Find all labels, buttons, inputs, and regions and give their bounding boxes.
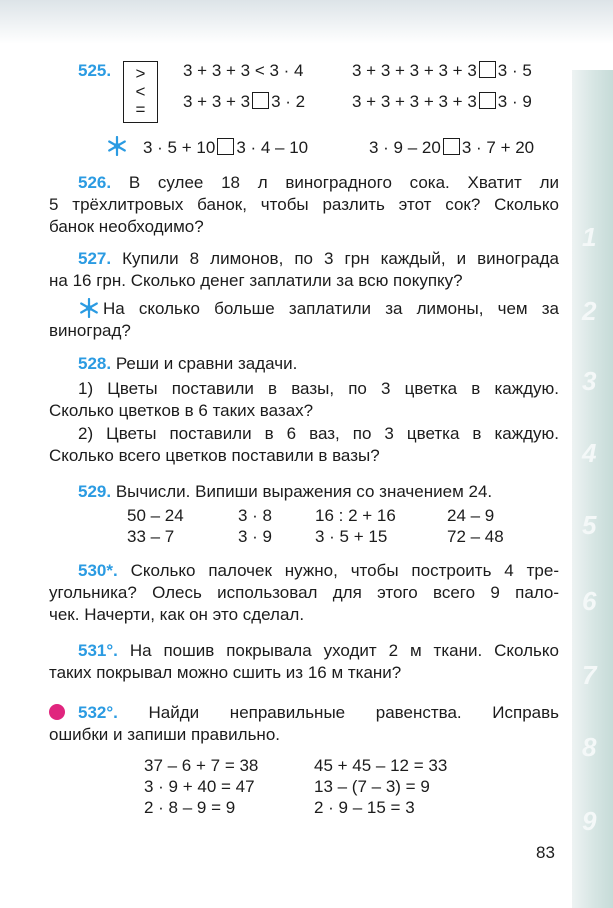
task-526-label: 526. [78,173,112,192]
task-529-col4 [447,505,504,547]
task-text: Реши и сравни задачи. [115,354,298,373]
task-529-head [78,481,492,503]
task-527-line1 [78,248,559,270]
task-text: В сулее 18 л виноградного сока. Хватит ли [128,173,559,192]
task-529-col2 [238,505,272,547]
expression: 33 – 7 [127,527,175,546]
expr-left: 3 + 3 + 3 + 3 + 3 [352,61,477,80]
task-530-line1 [78,560,559,582]
expr-right: 3 · 5 [497,61,532,80]
expr-525-2b [352,91,532,113]
task-528-a1: 1) Цветы поставили в вазы, по 3 цветка в каждую. [78,379,559,398]
task-528-head [78,353,297,375]
side-number: 5 [582,510,597,540]
expr-right: 3 · 7 + 20 [461,138,535,157]
answer-box[interactable] [443,138,460,155]
side-number: 1 [582,222,597,252]
expr-right: 3 · 9 [497,92,532,111]
task-530-line3: чек. Начерти, как он это сделал. [49,605,305,624]
task-528-label: 528. [78,354,112,373]
task-530-label: 530*. [78,561,118,580]
expr-left: 3 · 9 – 20 [369,138,441,157]
expr-left: 3 · 5 + 10 [143,138,216,157]
task-531-line2: таких покрывал можно сшить из 16 м ткани? [49,663,402,682]
sign-less: < [135,82,146,101]
comparison-signs-box [123,61,158,123]
task-528-b2: Сколько всего цветков поставили в вазы? [49,446,380,465]
equation: 2 · 8 – 9 = 9 [144,798,236,817]
side-number: 2 [582,296,597,326]
sign-equal: = [135,100,146,119]
expression: 24 – 9 [447,506,495,525]
task-529-col3 [315,505,396,547]
equation: 37 – 6 + 7 = 38 [144,756,259,775]
task-527-label: 527. [78,249,112,268]
task-529-label: 529. [78,482,112,501]
expr-525-3b [369,137,534,159]
equation: 45 + 45 – 12 = 33 [314,756,448,775]
snowflake-icon [79,298,99,318]
side-number: 8 [582,732,597,762]
task-526-line1 [78,172,559,194]
task-527-star-line1: На сколько больше заплатили за лимоны, чем за [103,299,559,318]
task-532-col2 [314,755,447,818]
task-532-line1 [78,702,559,724]
side-number: 4 [582,438,597,468]
answer-box[interactable] [479,61,496,78]
task-528-a2: Сколько цветков в 6 таких вазах? [49,401,314,420]
task-532-label: 532°. [78,703,118,722]
task-529-col1 [127,505,184,547]
expr-left: 3 + 3 + 3 [183,92,251,111]
task-531-label: 531°. [78,641,118,660]
expression: 50 – 24 [127,506,184,525]
side-number: 3 [582,366,597,396]
expr-525-1b [352,60,532,82]
equation: 13 – (7 – 3) = 9 [314,777,430,796]
answer-box[interactable] [252,92,269,109]
task-526-line2: 5 трёхлитровых банок, чтобы разлить этот сок? Сколько [49,195,559,214]
expr-525-3a [143,137,308,159]
expression: 72 – 48 [447,527,504,546]
equation: 3 · 9 + 40 = 47 [144,777,255,796]
task-530-line2: угольника? Олесь использовал для этого всего 9 пало- [49,583,559,602]
expression: 3 · 8 [238,506,273,525]
expression: 16 : 2 + 16 [315,506,396,525]
answer-box[interactable] [479,92,496,109]
side-number: 9 [582,806,597,836]
side-number: 7 [582,660,597,690]
task-text: Купили 8 лимонов, по 3 грн каждый, и винограда [122,249,559,268]
task-text: Найди неправильные равенства. Исправь [148,703,559,722]
snowflake-icon [107,136,127,156]
circle-bullet-icon [49,704,65,720]
page-number: 83 [536,843,555,862]
task-text: Вычисли. Випиши выражения со значением 24. [115,482,493,501]
chapter-sidebar [572,70,613,908]
side-number: 6 [582,586,597,616]
equation: 2 · 9 – 15 = 3 [314,798,415,817]
task-526-line3: банок необходимо? [49,217,204,236]
expr-525-2a [183,91,305,113]
sign-greater: > [135,64,146,83]
expression: 3 · 9 [238,527,273,546]
expr-525-1a: 3 + 3 + 3 < 3 · 4 [183,61,304,80]
task-527-star-line2: виноград? [49,321,131,340]
expr-right: 3 · 2 [271,92,306,111]
task-text: На пошив покрывала уходит 2 м ткани. Сколько [129,641,559,660]
task-527-line2: на 16 грн. Сколько денег заплатили за всю покупку? [49,271,463,290]
answer-box[interactable] [217,138,234,155]
task-531-line1 [78,640,559,662]
expr-right: 3 · 4 – 10 [236,138,309,157]
task-text: Сколько палочек нужно, чтобы построить 4 тре- [130,561,559,580]
task-528-b1: 2) Цветы поставили в 6 ваз, по 3 цветка в каждую. [78,424,559,443]
task-532-col1 [144,755,258,818]
expr-left: 3 + 3 + 3 + 3 + 3 [352,92,477,111]
task-525-label: 525. [78,61,112,80]
expression: 3 · 5 + 15 [315,527,388,546]
task-532-line2: ошибки и запиши правильно. [49,725,280,744]
